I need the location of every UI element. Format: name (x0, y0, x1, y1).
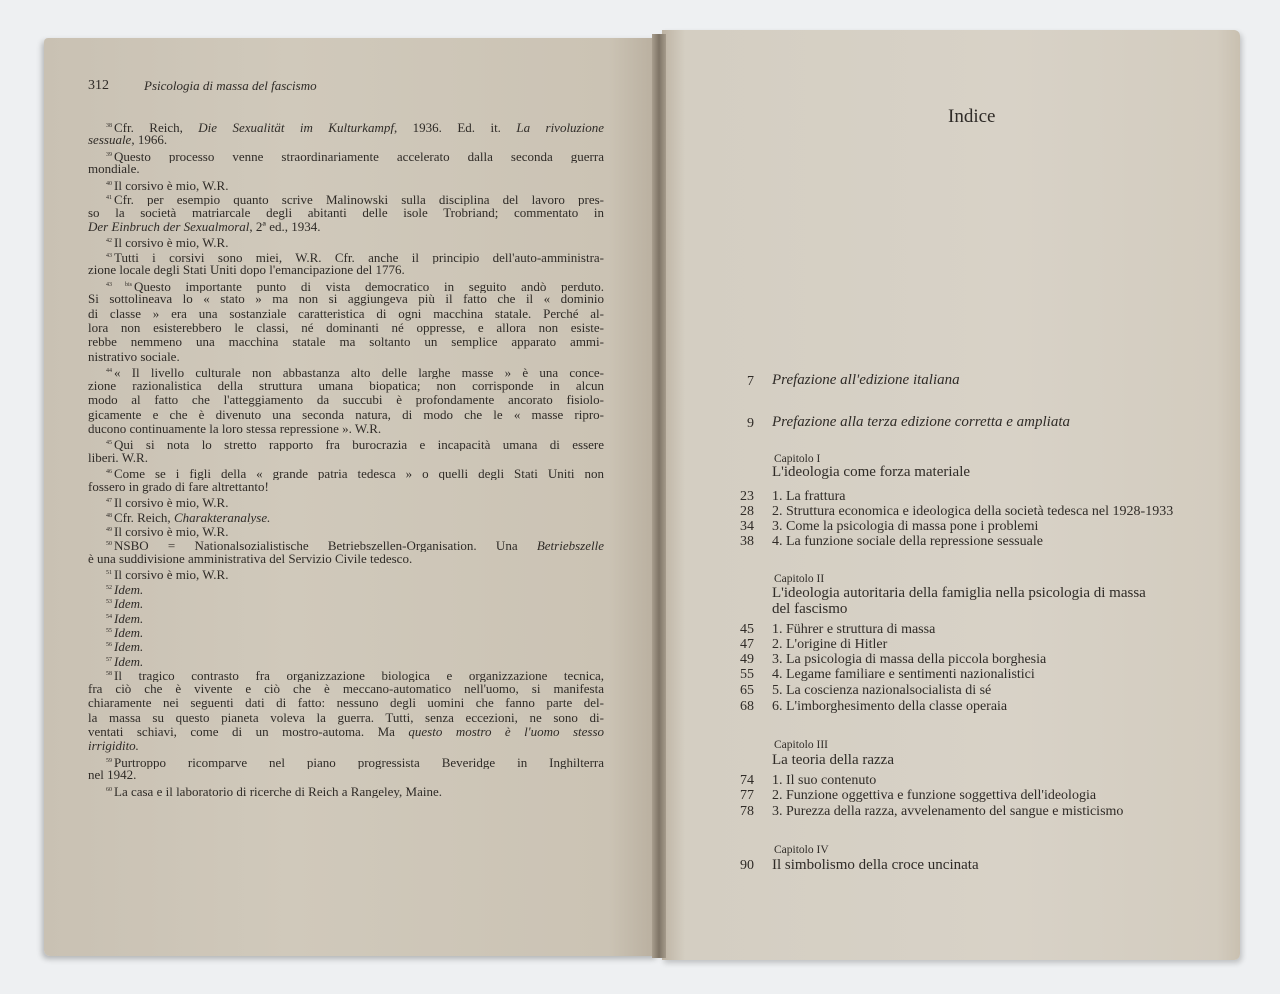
footnote-text: , 2ª ed., 1934. (249, 220, 321, 234)
toc-section-title: 6. L'imborghesimento della classe operaia (772, 699, 1008, 714)
footnote-text: fossero in grado di fare altrettanto! (88, 479, 269, 494)
footnote-number: 38 (106, 123, 112, 129)
toc-section-title: 1. Il suo contenuto (772, 773, 877, 788)
toc-section-title: 4. Legame familiare e sentimenti nazionalistici (772, 667, 1035, 682)
footnote-text: nistrativo sociale. (88, 349, 180, 364)
footnote-line (88, 321, 604, 336)
footnote-line (88, 494, 604, 509)
footnote-text: Il corsivo è mio, W.R. (114, 495, 229, 510)
toc-section-title: 2. Funzione oggettiva e funzione soggettiva dell'ideologia (772, 788, 1097, 803)
footnote-line (88, 725, 604, 740)
footnote-number: 58 (106, 671, 112, 678)
footnote-text: lora non esisterebbero le classi, né dominanti né oppresse, e allora non esiste- (88, 321, 604, 336)
footnote-number: 55 (106, 628, 112, 635)
footnote-line (88, 523, 604, 538)
footnote-line (88, 177, 604, 192)
footnote-line (88, 292, 604, 307)
footnote-line (88, 566, 604, 581)
toc-section-title: 5. La coscienza nazionalsocialista di sé (772, 683, 992, 698)
footnote-text: liberi. W.R. (88, 450, 148, 465)
footnote-line (88, 249, 604, 264)
footnote-text: modo al fatto che l'atteggiamento da succubi è profondamente ancorato fisiolo- (88, 393, 604, 408)
chapter-title: L'ideologia autoritaria della famiglia nella psicologia di massa (772, 585, 1146, 601)
footnote-text: è una suddivisione amministrativa del Servizio Civile tedesco. (88, 551, 413, 566)
footnote-text: Qui si nota lo stretto rapporto fra burocrazia e incapacità umana di essere (114, 437, 604, 452)
footnote-number: 46 (106, 469, 112, 476)
footnote-number: 56 (106, 642, 112, 649)
footnote-line (88, 364, 604, 379)
footnote-text: Il tragico contrasto fra organizzazione biologica e organizzazione tecnica, (114, 668, 604, 683)
footnote-number: 43 bis (106, 281, 132, 288)
footnote-number: 40 (106, 180, 112, 187)
footnote-line (88, 307, 604, 322)
italic-text: Die Sexualität im Kulturkampf (198, 120, 395, 134)
footnote-line (88, 263, 604, 278)
footnote-number: 57 (106, 656, 112, 663)
footnote-text: Il corsivo è mio, W.R. (114, 177, 229, 192)
toc-section-title: 2. L'origine di Hitler (772, 637, 888, 652)
footnote-line (88, 162, 604, 177)
chapter-title: Il simbolismo della croce uncinata (772, 857, 979, 873)
toc-page-number: 9 (747, 416, 754, 431)
footnote-line (88, 451, 604, 466)
footnote-number: 49 (106, 527, 112, 534)
footnote-text: ducono continuamente la loro stessa repressione ». W.R. (88, 422, 382, 437)
toc-section-title: 3. La psicologia di massa della piccola borghesia (772, 652, 1047, 667)
footnote-line (88, 422, 604, 437)
footnote-line (88, 624, 604, 639)
footnote-line (88, 379, 604, 394)
chapter-title: La teoria della razza (772, 752, 894, 768)
toc-page-number: 34 (740, 519, 754, 534)
footnote-text: Purtroppo ricomparve nel piano progressista Beveridge in Inghilterra (114, 754, 604, 769)
chapter-label: Capitolo II (774, 573, 825, 585)
footnote-line (88, 696, 604, 711)
toc-page-number: 47 (740, 637, 754, 652)
chapter-title: del fascismo (772, 601, 848, 617)
footnote-text: Cfr. Reich, (114, 120, 199, 134)
toc-preface-title: Prefazione all'edizione italiana (772, 372, 960, 388)
footnote-line (88, 393, 604, 408)
footnote-line (88, 278, 604, 293)
toc-section-title: 1. La frattura (772, 489, 846, 504)
italic-text: Idem. (114, 596, 144, 611)
footnote-line (88, 581, 604, 596)
italic-text: Idem. (114, 639, 144, 654)
footnote-text: gicamente e che è divenuto una seconda natura, di modo che le « masse ripro- (88, 407, 604, 422)
toc-page-number: 45 (740, 622, 754, 637)
toc-page-number: 23 (740, 489, 754, 504)
footnote-line (88, 509, 604, 524)
footnote-line (88, 191, 604, 206)
footnote-number: 41 (106, 195, 112, 202)
italic-text: Idem. (114, 625, 144, 640)
footnote-line (88, 667, 604, 682)
footnote-number: 45 (106, 440, 112, 447)
footnote-text: fra ciò che è vivente e ciò che è meccano-automatico nell'uomo, si manifesta (88, 681, 604, 696)
footnote-text: Tutti i corsivi sono miei, W.R. Cfr. anche il principio dell'auto-amministra- (114, 249, 604, 264)
toc-page-number: 55 (740, 667, 754, 682)
italic-text: Charakteranalyse. (173, 509, 271, 524)
footnote-text: la massa su questo pianeta voleva la guerra. Tutti, senza eccezioni, ne sono di- (88, 710, 604, 725)
footnote-line (88, 739, 604, 754)
footnote-number: 53 (106, 599, 112, 606)
footnote-text: « Il livello culturale non abbastanza alto delle larghe masse » è una conce- (114, 365, 604, 380)
footnote-text: Come se i figli della « grande patria tedesca » o quelli degli Stati Uniti non (114, 466, 604, 481)
footnote-line (88, 234, 604, 249)
footnote-text: Il corsivo è mio, W.R. (114, 235, 229, 250)
footnote-text: Il corsivo è mio, W.R. (114, 567, 229, 582)
toc-preface-title: Prefazione alla terza edizione corretta e ampliata (772, 414, 1071, 430)
footnote-text: Il corsivo è mio, W.R. (114, 524, 229, 539)
footnote-line (88, 783, 604, 798)
footnote-number: 47 (106, 498, 112, 505)
footnote-line (88, 610, 604, 625)
footnote-text: La casa e il laboratorio di ricerche di Reich a Rangeley, Maine. (114, 783, 442, 798)
footnote-text: Questo importante punto di vista democratico in seguito andò perduto. (133, 278, 604, 293)
footnote-line (88, 436, 604, 451)
italic-text: Der Einbruch der Sexualmoral (88, 220, 250, 234)
italic-text: Idem. (114, 653, 144, 668)
footnote-text: zione razionalistica della struttura umana biopatica; non corrisponde in alcun (88, 378, 604, 393)
toc-section-title: 4. La funzione sociale della repressione sessuale (772, 534, 1043, 549)
toc-page-number: 65 (740, 683, 754, 698)
footnote-text: NSBO = Nationalsozialistische Betriebszellen-Organisation. Una (114, 538, 537, 553)
footnote-number: 54 (106, 613, 112, 620)
toc-section-title: 3. Purezza della razza, avvelenamento del sangue e misticismo (772, 804, 1124, 819)
footnote-number: 44 (106, 368, 112, 375)
toc-page-number: 77 (740, 788, 754, 803)
footnote-line (88, 638, 604, 653)
footnote-text: , 1936. Ed. it. (394, 120, 517, 134)
chapter-label: Capitolo I (774, 453, 821, 465)
footnote-number: 43 (106, 252, 112, 259)
italic-text: Betriebszelle (536, 538, 604, 553)
index-title: Indice (948, 106, 996, 127)
footnote-number: 39 (106, 151, 112, 158)
footnote-line (88, 537, 604, 552)
footnote-line (88, 119, 604, 134)
footnote-line (88, 465, 604, 480)
toc-page-number: 28 (740, 504, 754, 519)
toc-section-title: 1. Führer e struttura di massa (772, 622, 936, 637)
footnote-text: rebbe nemmeno una macchina statale ma soltanto un semplice apparato ammi- (88, 335, 604, 350)
toc-page-number: 49 (740, 652, 754, 667)
footnote-line (88, 480, 604, 495)
footnote-text: so la società matriarcale degli abitanti delle isole Trobriand; commentato in (88, 205, 604, 220)
footnote-number: 50 (106, 541, 112, 548)
toc-section-title: 3. Come la psicologia di massa pone i problemi (772, 519, 1039, 534)
footnote-number: 48 (106, 512, 112, 519)
footnote-text: Cfr. Reich, (114, 509, 174, 524)
footnote-line (88, 335, 604, 350)
footnote-line (88, 220, 604, 235)
footnote-line (88, 653, 604, 668)
toc-page-number: 38 (740, 534, 754, 549)
chapter-label: Capitolo IV (774, 844, 829, 856)
italic-text: La rivoluzione (516, 120, 604, 134)
footnote-number: 60 (106, 786, 112, 793)
italic-text: Idem. (114, 581, 144, 596)
toc-section-title: 2. Struttura economica e ideologica della società tedesca nel 1928-1933 (772, 504, 1174, 519)
footnote-text: Cfr. per esempio quanto scrive Malinowski sulla disciplina del lavoro pres- (114, 192, 604, 207)
footnote-line (88, 711, 604, 726)
footnote-text: ventati schiavi, come di un mostro-automa. Ma (88, 725, 409, 740)
footnote-line (88, 133, 604, 148)
footnote-number: 51 (106, 570, 112, 577)
toc-page-number: 90 (740, 858, 754, 873)
footnote-text: di classe » era una sostanziale caratteristica di ogni macchina statale. Perché al- (88, 306, 604, 321)
footnote-text: Si sottolineava lo « stato » ma non si aggiungeva più il fatto che il « dominio (88, 292, 604, 307)
footnote-line (88, 682, 604, 697)
toc-page-number: 68 (740, 699, 754, 714)
footnote-line (88, 595, 604, 610)
footnote-line (88, 552, 604, 567)
italic-text: irrigidito. (88, 739, 139, 754)
footnote-line (88, 408, 604, 423)
footnote-line (88, 768, 604, 783)
footnote-text: nel 1942. (88, 768, 137, 783)
footnote-text: zione locale degli Stati Uniti dopo l'emancipazione del 1776. (88, 263, 405, 278)
footnote-text: Questo processo venne straordinariamente accelerato dalla seconda guerra (114, 148, 604, 163)
footnote-number: 52 (106, 584, 112, 591)
footnote-line (88, 754, 604, 769)
running-title: Psicologia di massa del fascismo (144, 78, 317, 93)
italic-text: sessuale (88, 133, 132, 148)
italic-text: Idem. (114, 610, 144, 625)
page-number: 312 (88, 78, 109, 93)
toc-page-number: 78 (740, 804, 754, 819)
footnote-text: mondiale. (88, 162, 140, 177)
footnote-line (88, 206, 604, 221)
toc-page-number: 7 (747, 374, 754, 389)
italic-text: questo mostro è l'uomo stesso (408, 725, 604, 740)
toc-page-number: 74 (740, 773, 754, 788)
footnote-line (88, 148, 604, 163)
book-spine (652, 34, 666, 958)
footnote-number: 42 (106, 238, 112, 245)
footnote-text: , 1966. (131, 133, 168, 148)
footnote-number: 59 (106, 757, 112, 764)
footnote-line (88, 350, 604, 365)
chapter-title: L'ideologia come forza materiale (772, 464, 971, 480)
footnote-text: chiaramente nei seguenti dati di fatto: nessuno degli uomini che fanno parte del- (88, 696, 604, 711)
chapter-label: Capitolo III (774, 739, 828, 751)
